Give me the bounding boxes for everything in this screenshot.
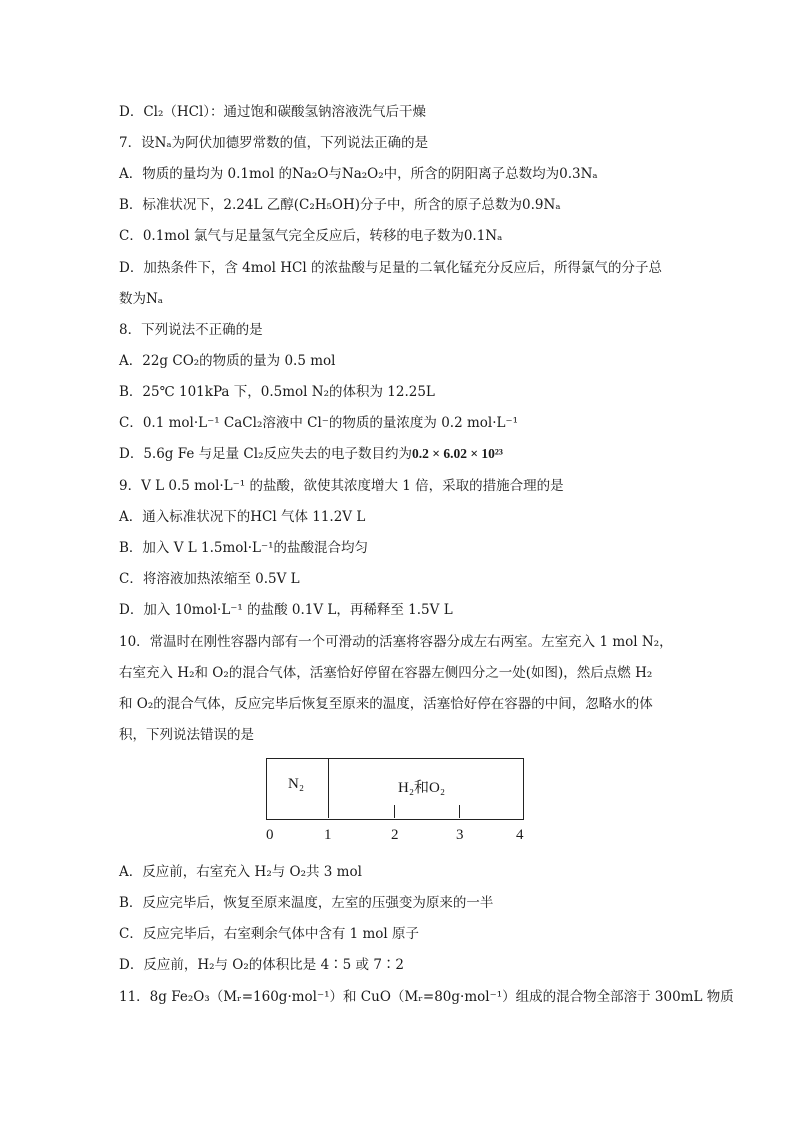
option-10c: C．反应完毕后，右室剩余气体中含有 1 mol 原子 xyxy=(119,926,420,942)
question-10-stem-1: 10．常温时在刚性容器内部有一个可滑动的活塞将容器分成左右两室。左室充入 1 mol N₂， xyxy=(119,634,673,650)
option-9b: B．加入 V L 1.5mol·L⁻¹的盐酸混合均匀 xyxy=(119,540,369,556)
scale-label-0: 0 xyxy=(266,827,274,843)
option-9c: C．将溶液加热浓缩至 0.5V L xyxy=(119,571,300,587)
option-7d-continued: 数为Nₐ xyxy=(119,291,164,307)
option-10a: A．反应前，右室充入 H₂与 O₂共 3 mol xyxy=(119,864,362,880)
tick-mark-2 xyxy=(394,805,395,818)
container-box xyxy=(266,758,524,820)
option-8a: A．22g CO₂的物质的量为 0.5 mol xyxy=(119,353,336,369)
option-7c: C．0.1mol 氯气与足量氢气完全反应后，转移的电子数为0.1Nₐ xyxy=(119,228,503,244)
scale-label-2: 2 xyxy=(391,827,399,843)
option-8b: B．25℃ 101kPa 下，0.5mol N₂的体积为 12.25L xyxy=(119,384,435,400)
container-diagram xyxy=(266,758,524,848)
question-7-stem: 7．设Nₐ为阿伏加德罗常数的值，下列说法正确的是 xyxy=(119,135,429,151)
question-10-stem-4: 积，下列说法错误的是 xyxy=(119,727,254,743)
question-9-stem: 9．V L 0.5 mol·L⁻¹ 的盐酸，欲使其浓度增大 1 倍，采取的措施合理的是 xyxy=(119,478,564,494)
option-10d: D．反应前，H₂与 O₂的体积比是 4∶5 或 7∶2 xyxy=(119,957,405,973)
question-10-stem-2: 右室充入 H₂和 O₂的混合气体，活塞恰好停留在容器左侧四分之一处(如图)，然后点燃 H₂ xyxy=(119,665,653,681)
scale-label-1: 1 xyxy=(324,827,332,843)
option-7b: B．标准状况下，2.24L 乙醇(C₂H₅OH)分子中，所含的原子总数为0.9Nₐ xyxy=(119,197,561,213)
left-chamber-label: N₂ xyxy=(288,776,305,792)
option-8d-formula: 0.2 × 6.02 × 10²³ xyxy=(412,446,503,461)
option-8d-text: D．5.6g Fe 与足量 Cl₂反应失去的电子数目约为 xyxy=(119,446,412,462)
scale-label-4: 4 xyxy=(516,827,524,843)
question-8-stem: 8．下列说法不正确的是 xyxy=(119,322,263,338)
option-9d: D．加入 10mol·L⁻¹ 的盐酸 0.1V L，再稀释至 1.5V L xyxy=(119,602,453,618)
option-8d xyxy=(119,444,503,464)
option-8c: C．0.1 mol·L⁻¹ CaCl₂溶液中 Cl⁻的物质的量浓度为 0.2 mol·L⁻¹ xyxy=(119,415,519,431)
tick-mark-3 xyxy=(459,805,460,818)
option-10b: B．反应完毕后，恢复至原来温度，左室的压强变为原来的一半 xyxy=(119,895,494,911)
right-chamber-label: H₂和O₂ xyxy=(398,780,446,796)
question-10-stem-3: 和 O₂的混合气体，反应完毕后恢复至原来的温度，活塞恰好停在容器的中间，忽略水的体 xyxy=(119,696,653,712)
option-9a: A．通入标准状况下的HCl 气体 11.2V L xyxy=(119,509,366,525)
option-6d: D．Cl₂（HCl）：通过饱和碳酸氢钠溶液洗气后干燥 xyxy=(119,104,427,120)
scale-label-3: 3 xyxy=(456,827,464,843)
question-11-stem: 11．8g Fe₂O₃（Mᵣ=160g·mol⁻¹）和 CuO（Mᵣ=80g·mol⁻¹）组成的混合物全部溶于 300mL 物质 xyxy=(119,989,734,1005)
option-7a: A．物质的量均为 0.1mol 的Na₂O与Na₂O₂中，所含的阴阳离子总数均为0.3Nₐ xyxy=(119,166,598,182)
piston-line xyxy=(328,758,329,818)
option-7d: D．加热条件下，含 4mol HCl 的浓盐酸与足量的二氧化锰充分反应后，所得氯气的分子总 xyxy=(119,260,662,276)
